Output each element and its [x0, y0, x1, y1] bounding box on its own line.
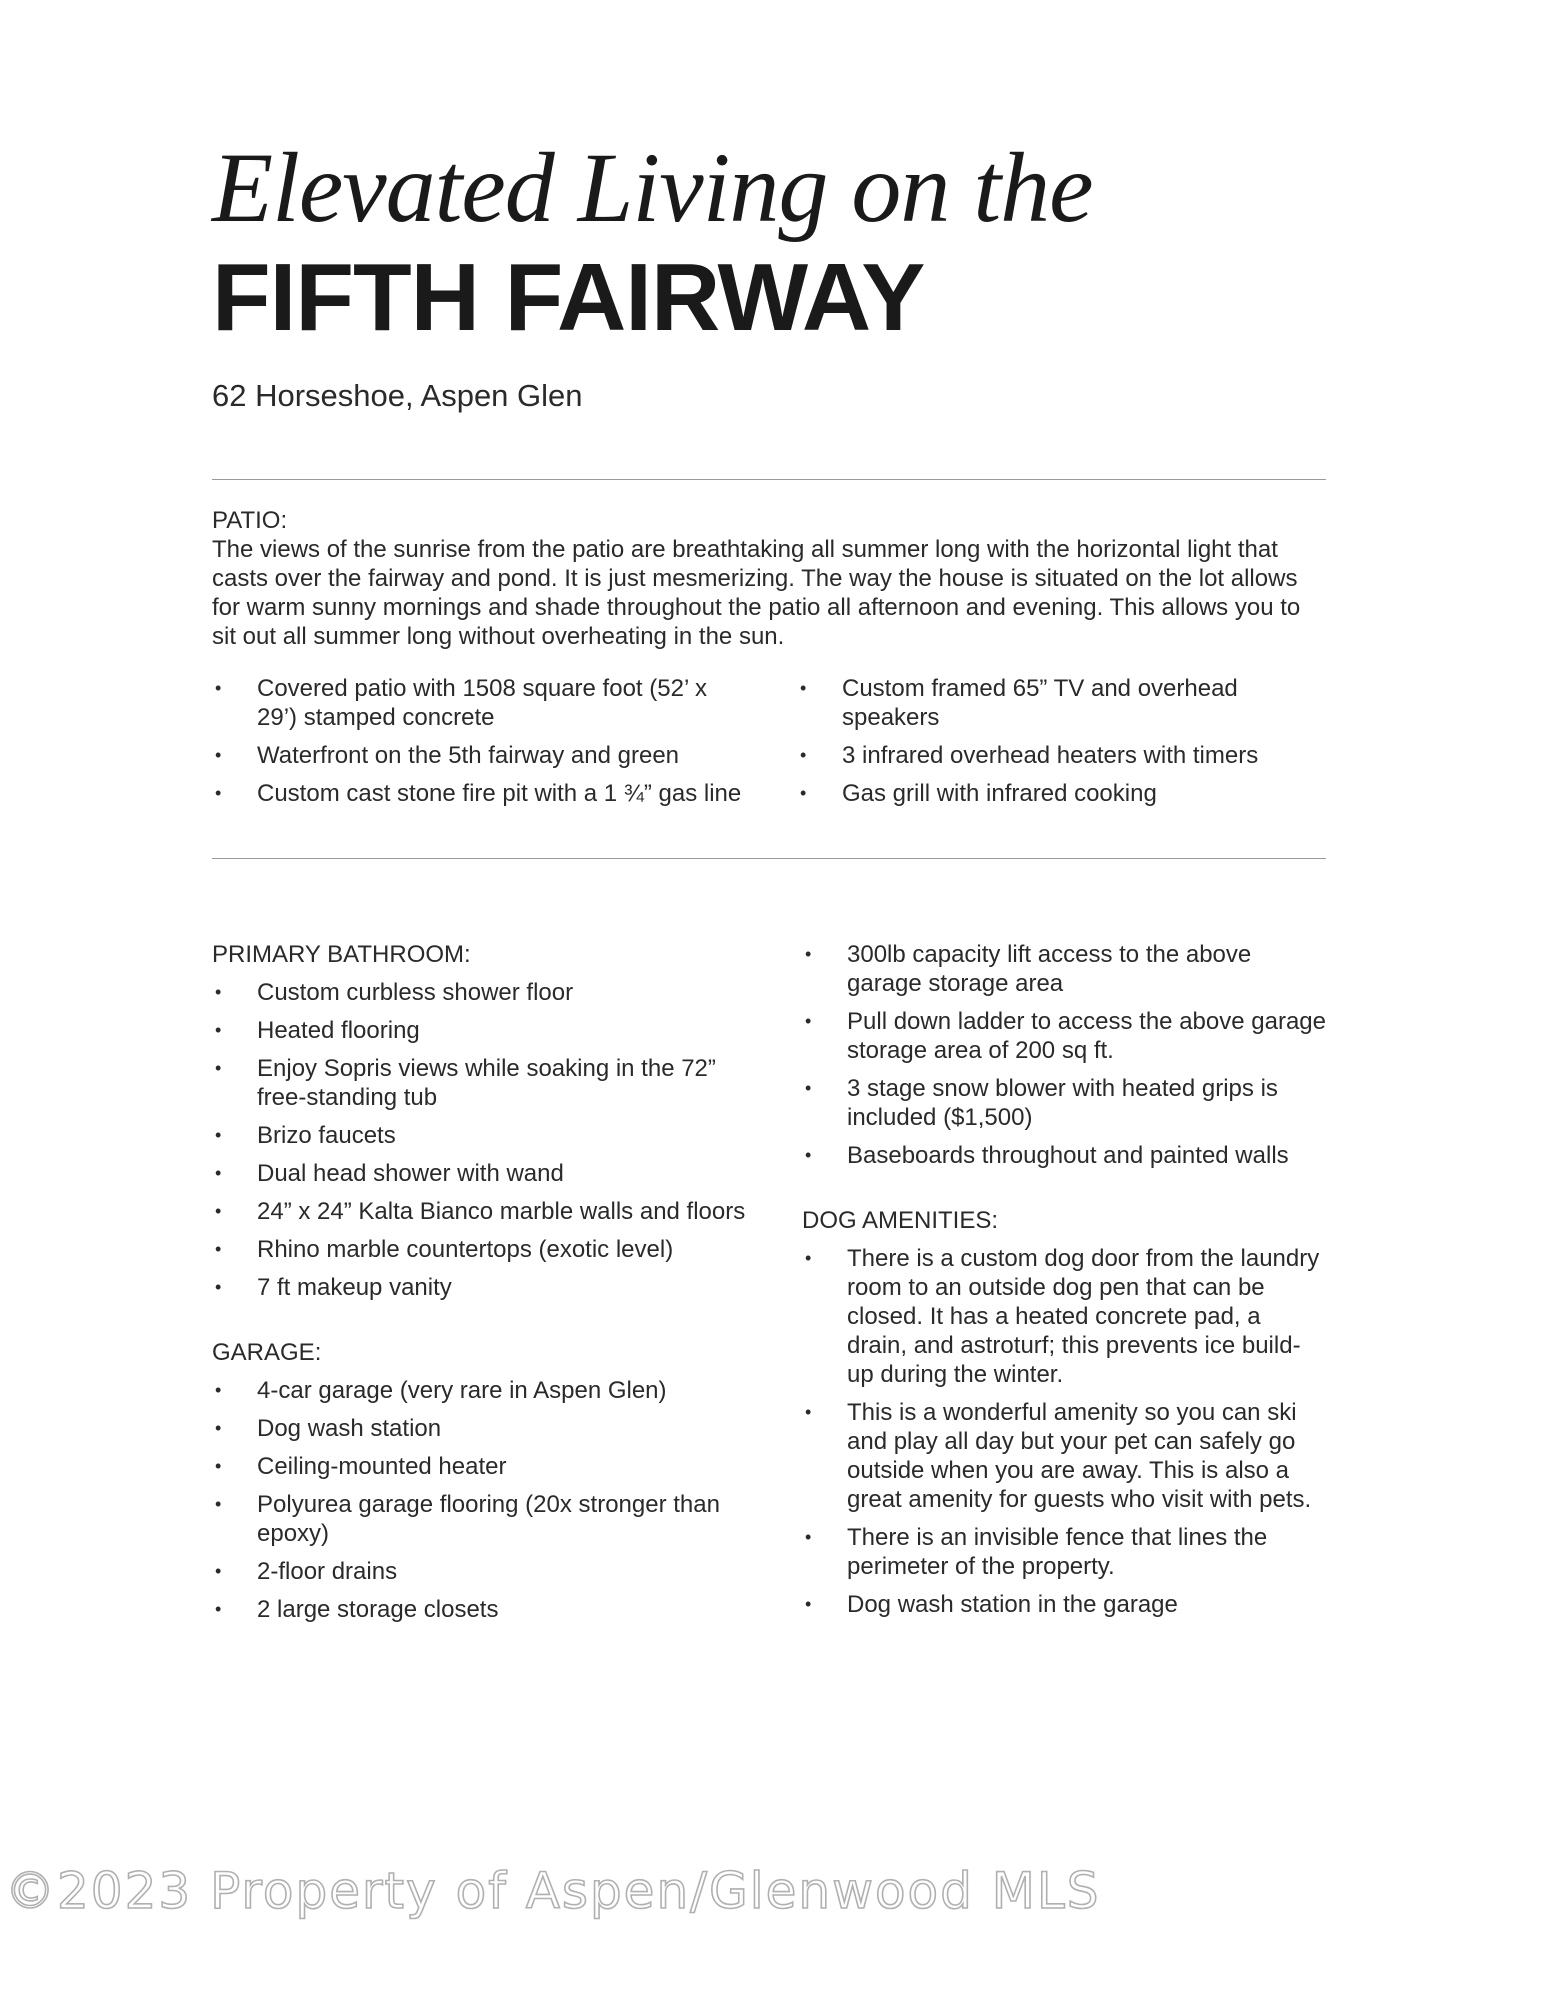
list-item: • Pull down ladder to access the above garage storage area of 200 sq ft. — [802, 1007, 1326, 1065]
list-item: • Custom curbless shower floor — [212, 978, 752, 1007]
list-item: • 2 large storage closets — [212, 1595, 752, 1624]
list-item: • 7 ft makeup vanity — [212, 1273, 752, 1302]
left-column — [212, 940, 752, 1633]
list-item: • Covered patio with 1508 square foot (52’ x 29’) stamped concrete — [212, 674, 752, 732]
list-item: • Polyurea garage flooring (20x stronger than epoxy) — [212, 1490, 752, 1548]
patio-features-left — [212, 674, 752, 817]
patio-description: The views of the sunrise from the patio are breathtaking all summer long with the horizontal light that casts over the fairway and pond. It is just mesmerizing. The way the house is situated on the lot allows for warm sunny mornings and shade throughout the patio all afternoon and evening. This allows you to sit out all summer long without overheating in the sun. — [212, 536, 1301, 650]
list-item: • Gas grill with infrared cooking — [797, 779, 1326, 808]
patio-features-right — [797, 674, 1326, 817]
dog-list — [802, 1244, 1326, 1619]
list-item: • Heated flooring — [212, 1016, 752, 1045]
list-item: • Brizo faucets — [212, 1121, 752, 1150]
list-item: • Waterfront on the 5th fairway and green — [212, 741, 752, 770]
list-item: • Ceiling-mounted heater — [212, 1452, 752, 1481]
garage-heading: GARAGE: — [212, 1339, 322, 1366]
list-item: • Baseboards throughout and painted walls — [802, 1141, 1326, 1170]
garage-list — [212, 1376, 752, 1624]
list-item: • Enjoy Sopris views while soaking in the 72” free-standing tub — [212, 1054, 752, 1112]
divider-top — [212, 479, 1326, 480]
list-item: • 2-floor drains — [212, 1557, 752, 1586]
list-item: • Dog wash station in the garage — [802, 1590, 1326, 1619]
list-item: • 24” x 24” Kalta Bianco marble walls and floors — [212, 1197, 752, 1226]
list-item: • This is a wonderful amenity so you can ski and play all day but your pet can safely go outside when you are away. This is also a great amenity for guests who visit with pets. — [802, 1398, 1326, 1514]
garage-list-continued — [802, 940, 1326, 1170]
list-item: • 3 infrared overhead heaters with timers — [797, 741, 1326, 770]
copyright-watermark: ©2023 Property of Aspen/Glenwood MLS — [5, 1862, 1101, 1920]
dog-heading: DOG AMENITIES: — [802, 1207, 999, 1234]
patio-section — [212, 506, 1326, 651]
divider-bottom — [212, 858, 1326, 859]
list-item: • Dog wash station — [212, 1414, 752, 1443]
right-column — [802, 940, 1326, 1628]
list-item: • Custom cast stone fire pit with a 1 ¾” gas line — [212, 779, 752, 808]
list-item: • 3 stage snow blower with heated grips is included ($1,500) — [802, 1074, 1326, 1132]
list-item: • 300lb capacity lift access to the above garage storage area — [802, 940, 1326, 998]
bathroom-list — [212, 978, 752, 1302]
list-item: • There is a custom dog door from the laundry room to an outside dog pen that can be closed. It has a heated concrete pad, a drain, and astroturf; this prevents ice build-up during the winter. — [802, 1244, 1326, 1389]
title-bold: FIFTH FAIRWAY — [212, 244, 925, 351]
patio-list-left — [212, 674, 752, 808]
property-address: 62 Horseshoe, Aspen Glen — [212, 378, 583, 413]
bathroom-heading: PRIMARY BATHROOM: — [212, 941, 471, 968]
list-item: • Dual head shower with wand — [212, 1159, 752, 1188]
list-item: • Custom framed 65” TV and overhead speakers — [797, 674, 1326, 732]
title-script: Elevated Living on the — [212, 132, 1093, 243]
list-item: • Rhino marble countertops (exotic level) — [212, 1235, 752, 1264]
list-item: • There is an invisible fence that lines the perimeter of the property. — [802, 1523, 1326, 1581]
list-item: • 4-car garage (very rare in Aspen Glen) — [212, 1376, 752, 1405]
patio-list-right — [797, 674, 1326, 808]
patio-heading: PATIO: — [212, 507, 288, 534]
